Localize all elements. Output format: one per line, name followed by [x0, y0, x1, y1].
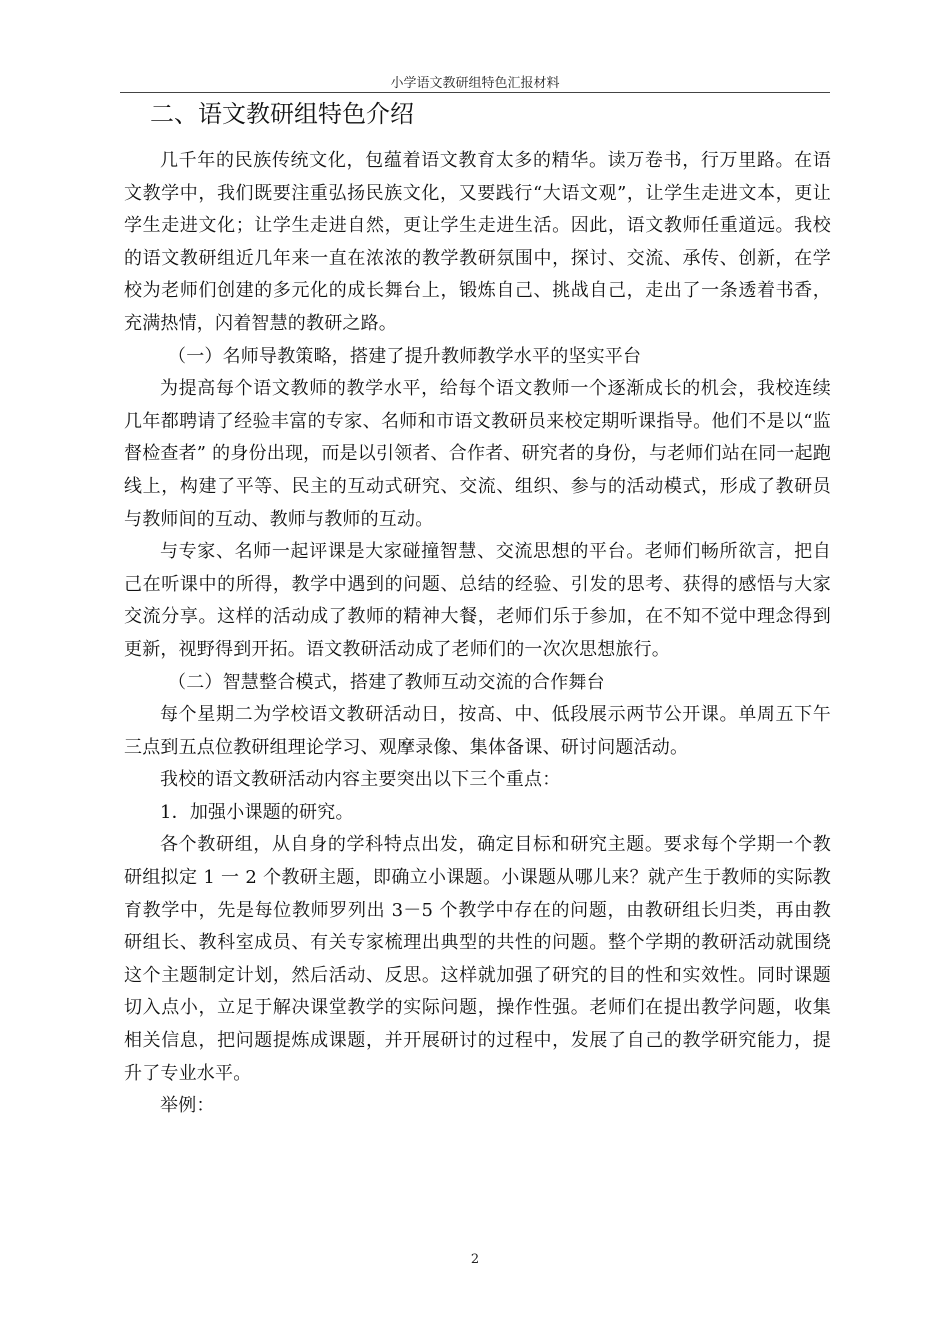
paragraph-example: 举例：	[160, 1095, 215, 1117]
list-item-heading: 1．加强小课题的研究。	[160, 801, 354, 823]
paragraph: 我校的语文教研活动内容主要突出以下三个重点：	[160, 769, 561, 791]
page-number: 2	[470, 1252, 480, 1267]
subheading-one: （一）名师导教策略，搭建了提升教师教学水平的坚实平台	[168, 345, 642, 367]
running-header: 小学语文教研组特色汇报材料	[390, 76, 560, 91]
document-body	[124, 145, 831, 1123]
subheading-two: （二）智慧整合模式，搭建了教师互动交流的合作舞台	[168, 671, 605, 693]
paragraph: 与专家、名师一起评课是大家碰撞智慧、交流思想的平台。老师们畅所欲言，把自己在听课中的所得，教学中遇到的问题、总结的经验、引发的思考、获得的感悟与大家交流分享。这样的活动成了教师的精神大餐，老师们乐于参加，在不知不觉中理念得到更新，视野得到开拓。语文教研活动成了老师们的一次次思想旅行。	[124, 541, 831, 660]
section-title: 二、语文教研组特色介绍	[150, 100, 414, 128]
paragraph: 为提高每个语文教师的教学水平，给每个语文教师一个逐渐成长的机会，我校连续几年都聘请了经验丰富的专家、名师和市语文教研员来校定期听课指导。他们不是以“监督检查者” 的身份出现，而是以引领者、合作者、研究者的身份，与老师们站在同一起跑线上，构建了平等、民主的互动式研究、交流、组织、参与的活动模式，形成了教研员与教师间的互动、教师与教师的互动。	[124, 378, 831, 530]
paragraph: 每个星期二为学校语文教研活动日，按高、中、低段展示两节公开课。单周五下午三点到五点位教研组理论学习、观摩录像、集体备课、研讨问题活动。	[124, 704, 831, 758]
paragraph-intro: 几千年的民族传统文化，包蕴着语文教育太多的精华。读万卷书，行万里路。在语文教学中，我们既要注重弘扬民族文化，又要践行“大语文观”，让学生走进文本，更让学生走进文化；让学生走进自然，更让学生走进生活。因此，语文教师任重道远。我校的语文教研组近几年来一直在浓浓的教学教研氛围中，探讨、交流、承传、创新，在学校为老师们创建的多元化的成长舞台上，锻炼自己、挑战自己，走出了一条透着书香，充满热情，闪着智慧的教研之路。	[124, 150, 831, 334]
paragraph: 各个教研组，从自身的学科特点出发，确定目标和研究主题。要求每个学期一个教研组拟定 1 一 2 个教研主题，即确立小课题。小课题从哪儿来？就产生于教师的实际教育教学中，先是每位教师罗列出 3－5 个教学中存在的问题，由教研组长归类，再由教研组长、教科室成员、有关专家梳理出典型的共性的问题。整个学期的教研活动就围绕这个主题制定计划，然后活动、反思。这样就加强了研究的目的性和实效性。同时课题切入点小，立足于解决课堂教学的实际问题，操作性强。老师们在提出教学问题，收集相关信息，把问题提炼成课题，并开展研讨的过程中，发展了自己的教学研究能力，提升了专业水平。	[124, 834, 831, 1084]
header-rule	[120, 92, 830, 93]
